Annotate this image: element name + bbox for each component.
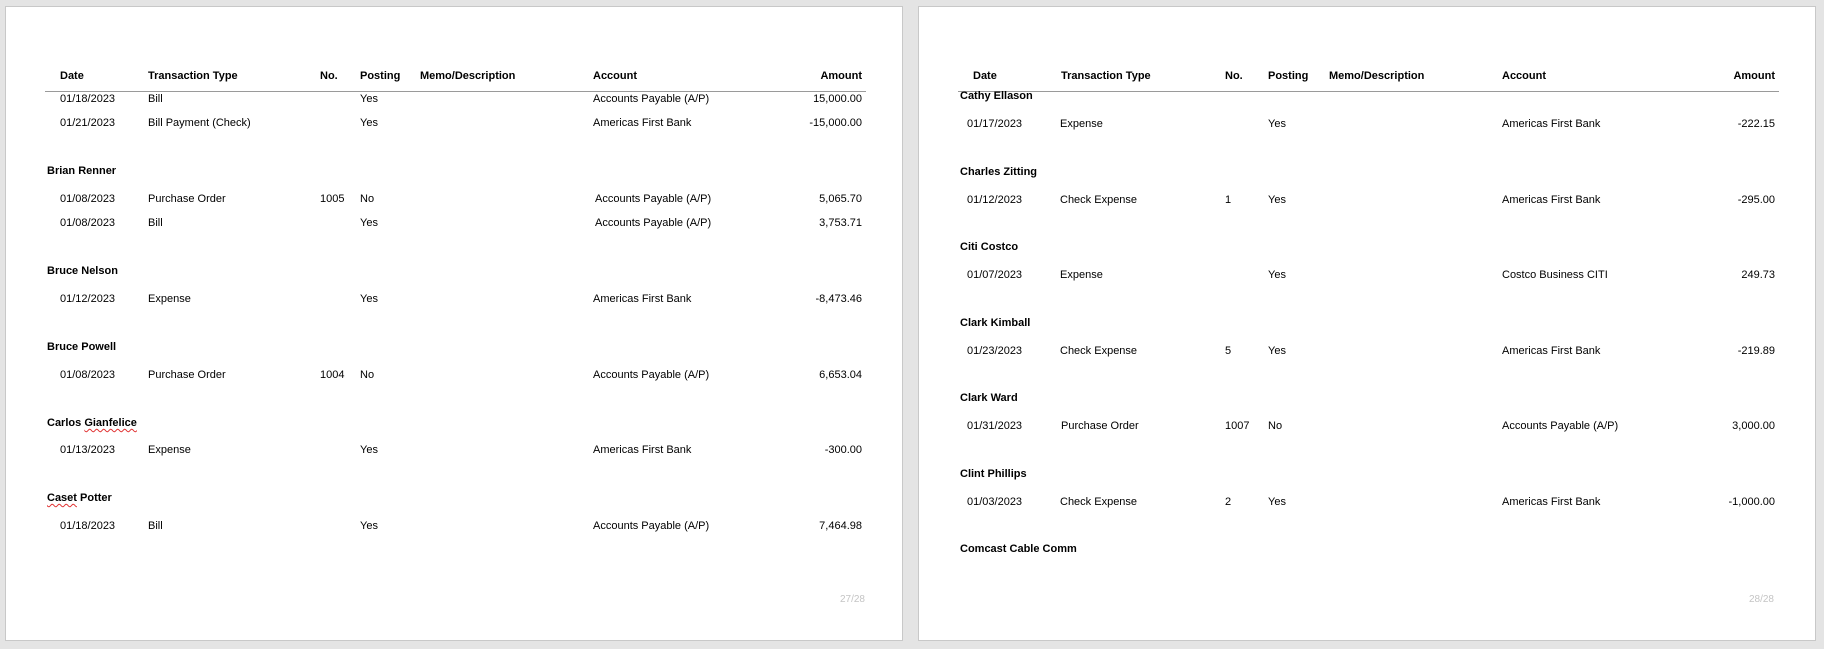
table-row	[958, 496, 1779, 514]
vendor-group-name: Charles Zitting	[960, 166, 1038, 178]
col-memo: Memo/Description	[420, 70, 516, 82]
vendor-group-name: Citi Costco	[960, 241, 1019, 253]
cell-posting: Yes	[360, 293, 378, 305]
cell-date: 01/17/2023	[967, 118, 1023, 130]
cell-account: Costco Business CITI	[1502, 269, 1608, 281]
cell-amount: -295.00	[1737, 194, 1775, 206]
vendor-group-name: Bruce Powell	[47, 341, 117, 353]
page-number: 27/28	[839, 594, 865, 605]
vendor-group-name: Bruce Nelson	[47, 265, 118, 277]
cell-date: 01/31/2023	[967, 420, 1023, 432]
cell-type: Check Expense	[1060, 345, 1138, 357]
cell-account: Americas First Bank	[593, 444, 692, 456]
cell-amount: -222.15	[1737, 118, 1775, 130]
cell-account: Accounts Payable (A/P)	[593, 520, 710, 532]
cell-date: 01/08/2023	[60, 369, 116, 381]
cell-amount: -1,000.00	[1728, 496, 1775, 508]
table-row	[958, 420, 1779, 438]
cell-no: 5	[1225, 345, 1232, 357]
report-page-27	[5, 6, 903, 641]
vendor-group-name: Clint Phillips	[960, 468, 1027, 480]
page-number: 28/28	[1748, 594, 1774, 605]
cell-posting: Yes	[360, 217, 378, 229]
cell-amount: -8,473.46	[815, 293, 862, 305]
table-row	[45, 293, 866, 311]
table-row	[45, 193, 866, 211]
cell-amount: 3,753.71	[819, 217, 862, 229]
cell-date: 01/07/2023	[967, 269, 1023, 281]
cell-posting: No	[360, 369, 375, 381]
cell-amount: -300.00	[824, 444, 862, 456]
cell-account: Accounts Payable (A/P)	[595, 217, 712, 229]
cell-posting: No	[1268, 420, 1283, 432]
cell-type: Purchase Order	[148, 369, 226, 381]
cell-posting: Yes	[1268, 194, 1286, 206]
col-amount: Amount	[1733, 70, 1775, 82]
cell-type: Expense	[1060, 269, 1103, 281]
cell-date: 01/23/2023	[967, 345, 1023, 357]
cell-amount: 15,000.00	[813, 93, 862, 105]
cell-posting: Yes	[1268, 496, 1286, 508]
table-row	[958, 345, 1779, 363]
cell-amount: 5,065.70	[819, 193, 862, 205]
cell-date: 01/03/2023	[967, 496, 1023, 508]
cell-account: Americas First Bank	[593, 117, 692, 129]
table-row	[45, 117, 866, 135]
cell-posting: Yes	[360, 520, 378, 532]
col-posting: Posting	[1268, 70, 1309, 82]
cell-date: 01/12/2023	[60, 293, 116, 305]
cell-account: Americas First Bank	[1502, 345, 1601, 357]
col-account: Account	[1502, 70, 1546, 82]
cell-type: Expense	[1060, 118, 1103, 130]
vendor-group-name: Clark Ward	[960, 392, 1018, 404]
table-row	[958, 118, 1779, 136]
cell-posting: Yes	[360, 444, 378, 456]
cell-type: Purchase Order	[148, 193, 226, 205]
col-date: Date	[60, 70, 84, 82]
table-row	[45, 217, 866, 235]
cell-posting: Yes	[360, 117, 378, 129]
cell-type: Bill Payment (Check)	[148, 117, 251, 129]
cell-type: Purchase Order	[1061, 420, 1139, 432]
vendor-group-name: Cathy Ellason	[960, 90, 1033, 102]
column-header-row	[958, 65, 1779, 92]
cell-date: 01/08/2023	[60, 193, 116, 205]
table-row	[45, 369, 866, 387]
table-row	[45, 93, 866, 111]
cell-type: Bill	[148, 217, 163, 229]
cell-amount: -15,000.00	[809, 117, 862, 129]
report-page-28	[918, 6, 1816, 641]
col-no: No.	[1225, 70, 1243, 82]
cell-type: Expense	[148, 444, 191, 456]
cell-posting: Yes	[1268, 269, 1286, 281]
cell-date: 01/08/2023	[60, 217, 116, 229]
cell-posting: No	[360, 193, 375, 205]
cell-account: Accounts Payable (A/P)	[595, 193, 712, 205]
cell-date: 01/13/2023	[60, 444, 116, 456]
table-row	[958, 194, 1779, 212]
cell-account: Americas First Bank	[593, 293, 692, 305]
cell-account: Accounts Payable (A/P)	[593, 93, 710, 105]
col-transaction-type: Transaction Type	[148, 70, 238, 82]
table-row	[45, 520, 866, 538]
cell-no: 1007	[1225, 420, 1250, 432]
cell-no: 2	[1225, 496, 1232, 508]
cell-amount: 7,464.98	[819, 520, 862, 532]
cell-account: Americas First Bank	[1502, 496, 1601, 508]
cell-account: Accounts Payable (A/P)	[593, 369, 710, 381]
col-no: No.	[320, 70, 338, 82]
col-memo: Memo/Description	[1329, 70, 1425, 82]
col-posting: Posting	[360, 70, 401, 82]
col-account: Account	[593, 70, 637, 82]
cell-amount: 3,000.00	[1732, 420, 1775, 432]
col-date: Date	[973, 70, 997, 82]
cell-no: 1	[1225, 194, 1232, 206]
cell-posting: Yes	[1268, 118, 1286, 130]
cell-date: 01/12/2023	[967, 194, 1023, 206]
cell-account: Americas First Bank	[1502, 118, 1601, 130]
vendor-group-name: Caset Potter	[47, 492, 112, 504]
cell-amount: 249.73	[1741, 269, 1775, 281]
vendor-group-name: Brian Renner	[47, 165, 117, 177]
table-row	[45, 444, 866, 462]
column-header-row	[45, 65, 866, 92]
cell-type: Expense	[148, 293, 191, 305]
cell-date: 01/18/2023	[60, 520, 116, 532]
cell-type: Bill	[148, 93, 163, 105]
vendor-group-name: Clark Kimball	[960, 317, 1031, 329]
cell-account: Americas First Bank	[1502, 194, 1601, 206]
vendor-group-name: Carlos Gianfelice	[47, 417, 137, 429]
cell-date: 01/18/2023	[60, 93, 116, 105]
cell-no: 1004	[320, 369, 345, 381]
cell-account: Accounts Payable (A/P)	[1502, 420, 1619, 432]
table-row	[958, 269, 1779, 287]
cell-amount: 6,653.04	[819, 369, 862, 381]
cell-no: 1005	[320, 193, 345, 205]
cell-posting: Yes	[1268, 345, 1286, 357]
cell-type: Check Expense	[1060, 194, 1138, 206]
col-transaction-type: Transaction Type	[1061, 70, 1151, 82]
cell-posting: Yes	[360, 93, 378, 105]
cell-type: Check Expense	[1060, 496, 1138, 508]
cell-date: 01/21/2023	[60, 117, 116, 129]
col-amount: Amount	[820, 70, 862, 82]
cell-amount: -219.89	[1737, 345, 1775, 357]
vendor-group-name: Comcast Cable Comm	[960, 543, 1077, 555]
cell-type: Bill	[148, 520, 163, 532]
